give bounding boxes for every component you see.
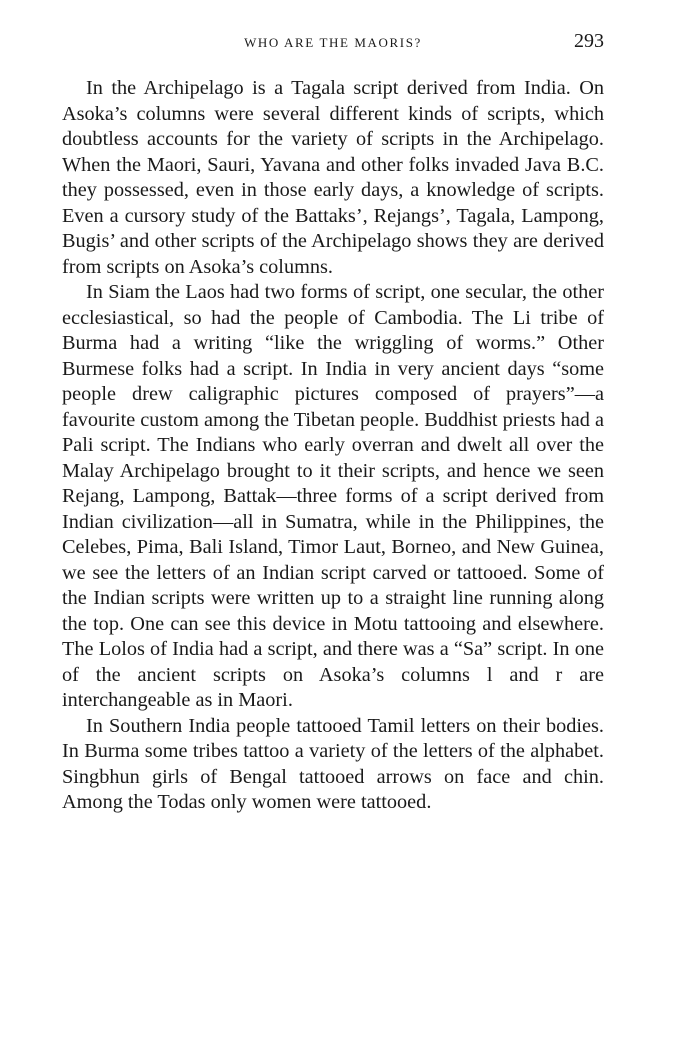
body-text <box>62 76 604 816</box>
paragraph: In Southern India people tattooed Tamil letters on their bodies. In Burma some tribes tattoo a variety of the letters of the alphabet. Singbhun girls of Bengal tattooed arrows on face and chin. Among the Todas only women were tattooed. <box>62 714 604 813</box>
running-header-title: WHO ARE THE MAORIS? <box>244 35 422 50</box>
book-page <box>62 26 604 816</box>
paragraph: In the Archipelago is a Tagala script derived from India. On Asoka’s columns were several different kinds of scripts, which doubtless accounts for the variety of scripts in the Archipelago. When the Maori, Sauri, Yavana and other folks invaded Java B.C. they possessed, even in those early days, a knowledge of scripts. Even a cursory study of the Battaks’, Rejangs’, Tagala, Lampong, Bugis’ and other scripts of the Archipelago shows they are derived from scripts on Asoka’s columns. <box>62 77 604 278</box>
paragraph: In Siam the Laos had two forms of script, one secular, the other ecclesiastical, so had the people of Cambodia. The Li tribe of Burma had a writing “like the wriggling of worms.” Other Burmese folks had a script. In India in very ancient days “some people drew caligraphic pictures composed of prayers”—a favourite custom among the Tibetan people. Buddhist priests had a Pali script. The Indians who early overran and dwelt all over the Malay Archipelago brought to it their scripts, and hence we seen Rejang, Lampong, Battak—three forms of a script derived from Indian civilization—all in Sumatra, while in the Philippines, the Celebes, Pima, Bali Island, Timor Laut, Borneo, and New Guinea, we see the letters of an Indian script carved or tattooed. Some of the Indian scripts were written up to a straight line running along the top. One can see this device in Motu tattooing and elsewhere. The Lolos of India had a script, and there was a “Sa” script. In one of the ancient scripts on Asoka’s columns l and r are interchangeable as in Maori. <box>62 281 604 711</box>
running-header <box>62 26 604 56</box>
page-number: 293 <box>574 30 604 52</box>
